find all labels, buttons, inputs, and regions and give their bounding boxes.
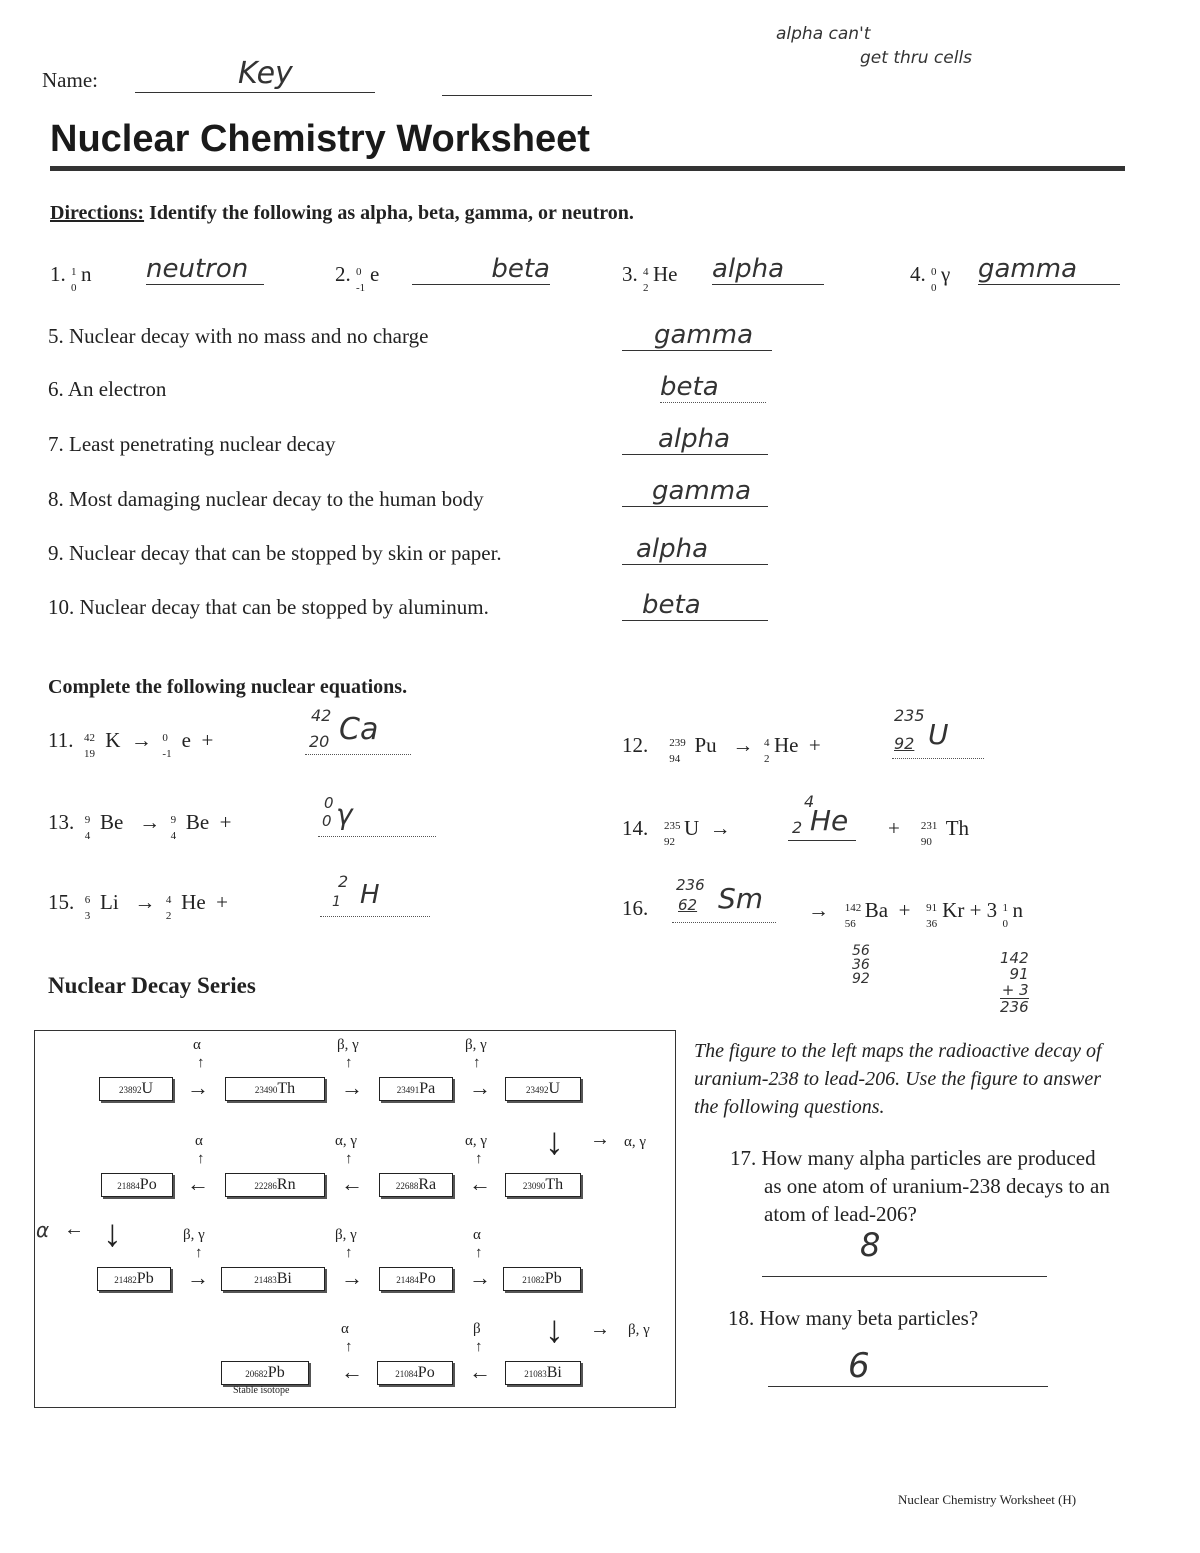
side-label-row4: β, γ — [628, 1322, 650, 1338]
equation-14-rest: + 231 90 Th — [888, 816, 970, 849]
answer-1: neutron — [146, 254, 264, 285]
name-label: Name: — [42, 68, 98, 92]
decay-box-u234: 23492U — [505, 1077, 581, 1101]
emission-label: α — [195, 1133, 203, 1149]
up-arrow: ↑ — [197, 1055, 205, 1071]
decay-box-pa234: 23491Pa — [379, 1077, 453, 1101]
answer-18: 6 — [848, 1346, 870, 1386]
answer-2: beta — [412, 254, 550, 285]
answer-9: alpha — [622, 534, 768, 565]
answer-18-line — [768, 1386, 1048, 1387]
arrow-left: ← — [469, 1359, 491, 1384]
directions — [50, 202, 634, 225]
emission-label: α — [473, 1227, 481, 1243]
emission-label: α — [193, 1037, 201, 1053]
decay-box-po218: 21884Po — [101, 1173, 173, 1197]
emission-label: β, γ — [183, 1227, 205, 1243]
up-arrow: ↑ — [473, 1055, 481, 1071]
answer-4: gamma — [978, 254, 1120, 285]
arrow-right: → — [187, 1075, 209, 1100]
arrow-left: ← — [187, 1171, 209, 1196]
question-2: 2. 0 -1 e — [335, 262, 380, 295]
equation-11: 11. 42 19 K → 0 -1 e + — [48, 728, 214, 761]
up-arrow: ↑ — [345, 1055, 353, 1071]
up-arrow: ↑ — [345, 1339, 353, 1355]
side-label-row3: α — [36, 1218, 50, 1242]
emission-label: α, γ — [465, 1133, 487, 1149]
decay-box-bi214: 21483Bi — [221, 1267, 325, 1291]
question-1: 1. 1 0 n — [50, 262, 92, 295]
directions-label: Directions: — [50, 202, 145, 224]
question-6: 6. An electron — [48, 377, 167, 401]
decay-box-po210: 21084Po — [377, 1361, 453, 1385]
work-right: 142 91 + 3 236 — [1000, 949, 1029, 1016]
answer-16: 236 62 Sm — [672, 886, 776, 923]
date-line — [442, 95, 592, 96]
decay-box-po214: 21484Po — [379, 1267, 453, 1291]
decay-box-pb210: 21082Pb — [503, 1267, 581, 1291]
arrow-left: ← — [341, 1359, 363, 1384]
up-arrow: ↑ — [475, 1339, 483, 1355]
stable-isotope-label: Stable isotope — [233, 1385, 290, 1396]
equation-12: 12. 239 94 Pu → 4 2 He + — [622, 733, 821, 766]
up-arrow: ↑ — [345, 1151, 353, 1167]
arrow-right: → — [341, 1265, 363, 1290]
arrow-right: → — [590, 1318, 610, 1340]
name-line — [135, 92, 375, 93]
question-5: 5. Nuclear decay with no mass and no charge — [48, 324, 429, 348]
decay-box-pb206: 20682Pb — [221, 1361, 309, 1385]
equation-13: 13. 9 4 Be → 9 4 Be + — [48, 810, 232, 843]
question-8: 8. Most damaging nuclear decay to the human body — [48, 487, 484, 511]
question-3: 3. 4 2 He — [622, 262, 678, 295]
question-7: 7. Least penetrating nuclear decay — [48, 432, 336, 456]
answer-10: beta — [622, 590, 768, 621]
down-arrow: ↓ — [545, 1309, 564, 1351]
question-9: 9. Nuclear decay that can be stopped by skin or paper. — [48, 541, 502, 565]
answer-7: alpha — [622, 424, 768, 455]
decay-box-pb214: 21482Pb — [97, 1267, 171, 1291]
down-arrow: ↓ — [545, 1121, 564, 1163]
answer-5: gamma — [622, 320, 772, 351]
work-left: 56 36 92 — [852, 943, 870, 987]
up-arrow: ↑ — [475, 1151, 483, 1167]
equation-16-rest: → 142 56 Ba + 91 36 Kr + 3 1 0 n — [808, 898, 1023, 931]
answer-13: 0 0 γ — [318, 802, 436, 837]
down-arrow: ↓ — [103, 1213, 122, 1255]
arrow-right: → — [341, 1075, 363, 1100]
answer-11: 42 20 Ca — [305, 718, 411, 755]
decay-series-diagram — [34, 1030, 676, 1408]
arrow-right: → — [590, 1128, 610, 1150]
decay-series-heading: Nuclear Decay Series — [48, 973, 256, 998]
answer-17-line — [762, 1276, 1047, 1277]
margin-note-2: get thru cells — [860, 48, 973, 68]
equation-16-num: 16. — [622, 896, 649, 920]
arrow-right: → — [187, 1265, 209, 1290]
decay-box-u238: 23892U — [99, 1077, 173, 1101]
emission-label: β, γ — [337, 1037, 359, 1053]
equations-heading: Complete the following nuclear equations. — [48, 676, 408, 698]
arrow-right: → — [469, 1265, 491, 1290]
up-arrow: ↑ — [195, 1245, 203, 1261]
answer-14: 4 2 He — [788, 806, 856, 841]
answer-15: 2 1 H — [320, 880, 430, 917]
figure-description: The figure to the left maps the radioactive decay of uranium-238 to lead-206. Use the figure to answer the following questions. — [694, 1040, 1102, 1118]
decay-box-th234: 23490Th — [225, 1077, 325, 1101]
margin-note-1: alpha can't — [776, 24, 871, 44]
emission-label: α, γ — [335, 1133, 357, 1149]
side-label-row2: α, γ — [624, 1134, 646, 1150]
answer-3: alpha — [712, 254, 824, 285]
answer-12: 235 92 U — [892, 722, 984, 759]
answer-8: gamma — [622, 476, 768, 507]
footer: Nuclear Chemistry Worksheet (H) — [898, 1492, 1077, 1507]
name-value: Key — [238, 56, 293, 91]
emission-label: α — [341, 1321, 349, 1337]
question-10: 10. Nuclear decay that can be stopped by aluminum. — [48, 595, 489, 619]
question-4: 4. 0 0 γ — [910, 262, 951, 295]
up-arrow: ↑ — [345, 1245, 353, 1261]
arrow-left: ← — [341, 1171, 363, 1196]
decay-box-th230: 23090Th — [505, 1173, 581, 1197]
decay-box-ra226: 22688Ra — [379, 1173, 453, 1197]
emission-label: β — [473, 1321, 481, 1337]
emission-label: β, γ — [335, 1227, 357, 1243]
answer-6: beta — [660, 372, 766, 403]
arrow-left: ← — [469, 1171, 491, 1196]
arrow-right: → — [469, 1075, 491, 1100]
question-18: 18. How many beta particles? — [728, 1306, 979, 1330]
decay-box-bi210: 21083Bi — [505, 1361, 581, 1385]
page-title: Nuclear Chemistry Worksheet — [50, 118, 590, 160]
answer-17: 8 — [860, 1226, 881, 1264]
up-arrow: ↑ — [475, 1245, 483, 1261]
equation-15: 15. 6 3 Li → 4 2 He + — [48, 890, 229, 923]
title-rule — [50, 166, 1125, 171]
up-arrow: ↑ — [197, 1151, 205, 1167]
emission-label: β, γ — [465, 1037, 487, 1053]
equation-14: 14. 235 92 U → — [622, 816, 731, 849]
directions-text: Identify the following as alpha, beta, gamma, or neutron. — [149, 202, 634, 224]
decay-box-rn222: 22286Rn — [225, 1173, 325, 1197]
arrow-left: ← — [64, 1218, 84, 1240]
question-17: 17. How many alpha particles are produced as one atom of uranium-238 decays to an atom of lead-206? — [730, 1146, 1110, 1226]
